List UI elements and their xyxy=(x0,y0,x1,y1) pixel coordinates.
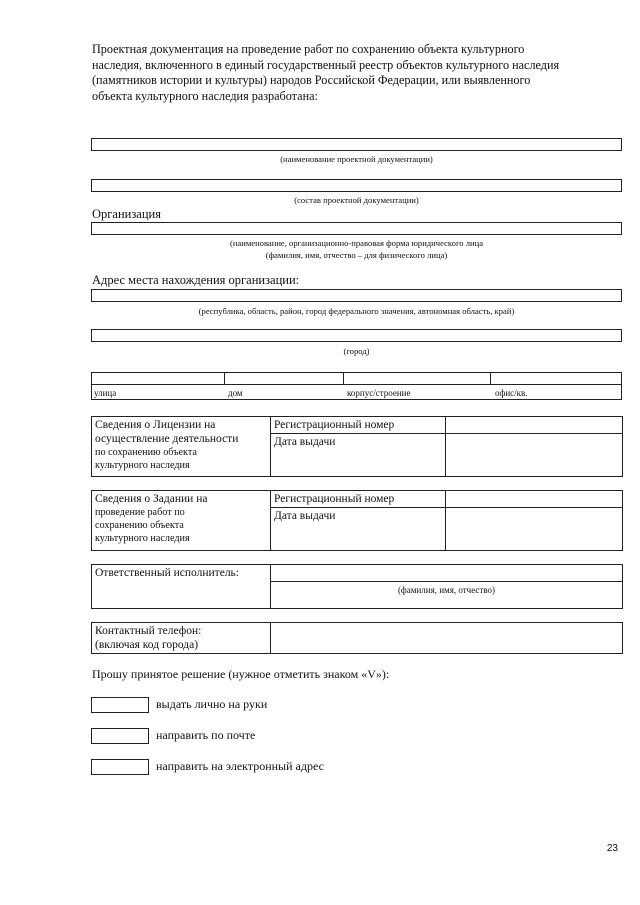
address-row xyxy=(91,372,622,399)
address-row-input[interactable] xyxy=(91,372,622,385)
license-reg-number-label: Регистрационный номер xyxy=(271,417,446,434)
task-issue-date-field[interactable] xyxy=(446,508,623,551)
option-by-mail-checkbox[interactable] xyxy=(91,728,149,744)
option-email-checkbox[interactable] xyxy=(91,759,149,775)
option-in-person-label: выдать лично на руки xyxy=(156,697,268,711)
building-label: корпус/строение xyxy=(347,388,411,398)
doc-name-field[interactable] xyxy=(91,138,622,151)
organization-caption-2: (фамилия, имя, отчество – для физического лица) xyxy=(265,250,448,260)
license-issue-date-field[interactable] xyxy=(446,434,623,477)
intro-paragraph: Проектная документация на проведение работ по сохранению объекта культурного наследия, включенного в единый государственный реестр объектов культурного наследия (памятников истории и культуры) народов Российской Федерации, или выявленного объекта культурного наследия разработана: xyxy=(92,42,560,103)
doc-composition-field[interactable] xyxy=(91,179,622,192)
region-field[interactable] xyxy=(91,289,622,302)
request-prompt: Прошу принятое решение (нужное отметить знаком «V»): xyxy=(92,667,390,681)
responsible-table xyxy=(91,564,623,609)
doc-name-caption: (наименование проектной документации) xyxy=(280,154,433,164)
region-caption: (республика, область, район, город федерального значения, автономная область, край) xyxy=(198,306,515,316)
responsible-label: Ответственный исполнитель: xyxy=(92,565,271,582)
organization-field[interactable] xyxy=(91,222,622,235)
option-in-person-checkbox[interactable] xyxy=(91,697,149,713)
option-email-label: направить на электронный адрес xyxy=(156,759,324,773)
phone-table xyxy=(91,622,623,654)
organization-caption-1: (наименование, организационно-правовая форма юридического лица xyxy=(229,238,484,248)
license-table xyxy=(91,416,623,477)
phone-label: Контактный телефон: (включая код города) xyxy=(92,623,271,654)
address-label: Адрес места нахождения организации: xyxy=(92,273,300,287)
city-caption: (город) xyxy=(343,346,370,356)
license-reg-number-field[interactable] xyxy=(446,417,623,434)
office-label: офис/кв. xyxy=(495,388,528,398)
doc-composition-caption: (состав проектной документации) xyxy=(294,195,419,205)
license-issue-date-label: Дата выдачи xyxy=(271,434,446,477)
page-number: 23 xyxy=(606,843,618,854)
responsible-field[interactable] xyxy=(271,565,623,582)
task-issue-date-label: Дата выдачи xyxy=(271,508,446,551)
option-by-mail-label: направить по почте xyxy=(156,728,256,742)
street-label: улица xyxy=(94,388,117,398)
task-reg-number-label: Регистрационный номер xyxy=(271,491,446,508)
person-name-caption: (фамилия, имя, отчество) xyxy=(397,584,496,595)
task-table xyxy=(91,490,623,551)
city-field[interactable] xyxy=(91,329,622,342)
organization-label: Организация xyxy=(92,207,161,221)
phone-field[interactable] xyxy=(271,623,623,654)
task-title: Сведения о Задании на проведение работ по сохранению объекта культурного наследия xyxy=(92,491,271,551)
house-label: дом xyxy=(228,388,243,398)
license-title: Сведения о Лицензии на осуществление деятельности по сохранению объекта культурного наследия xyxy=(92,417,271,477)
task-reg-number-field[interactable] xyxy=(446,491,623,508)
